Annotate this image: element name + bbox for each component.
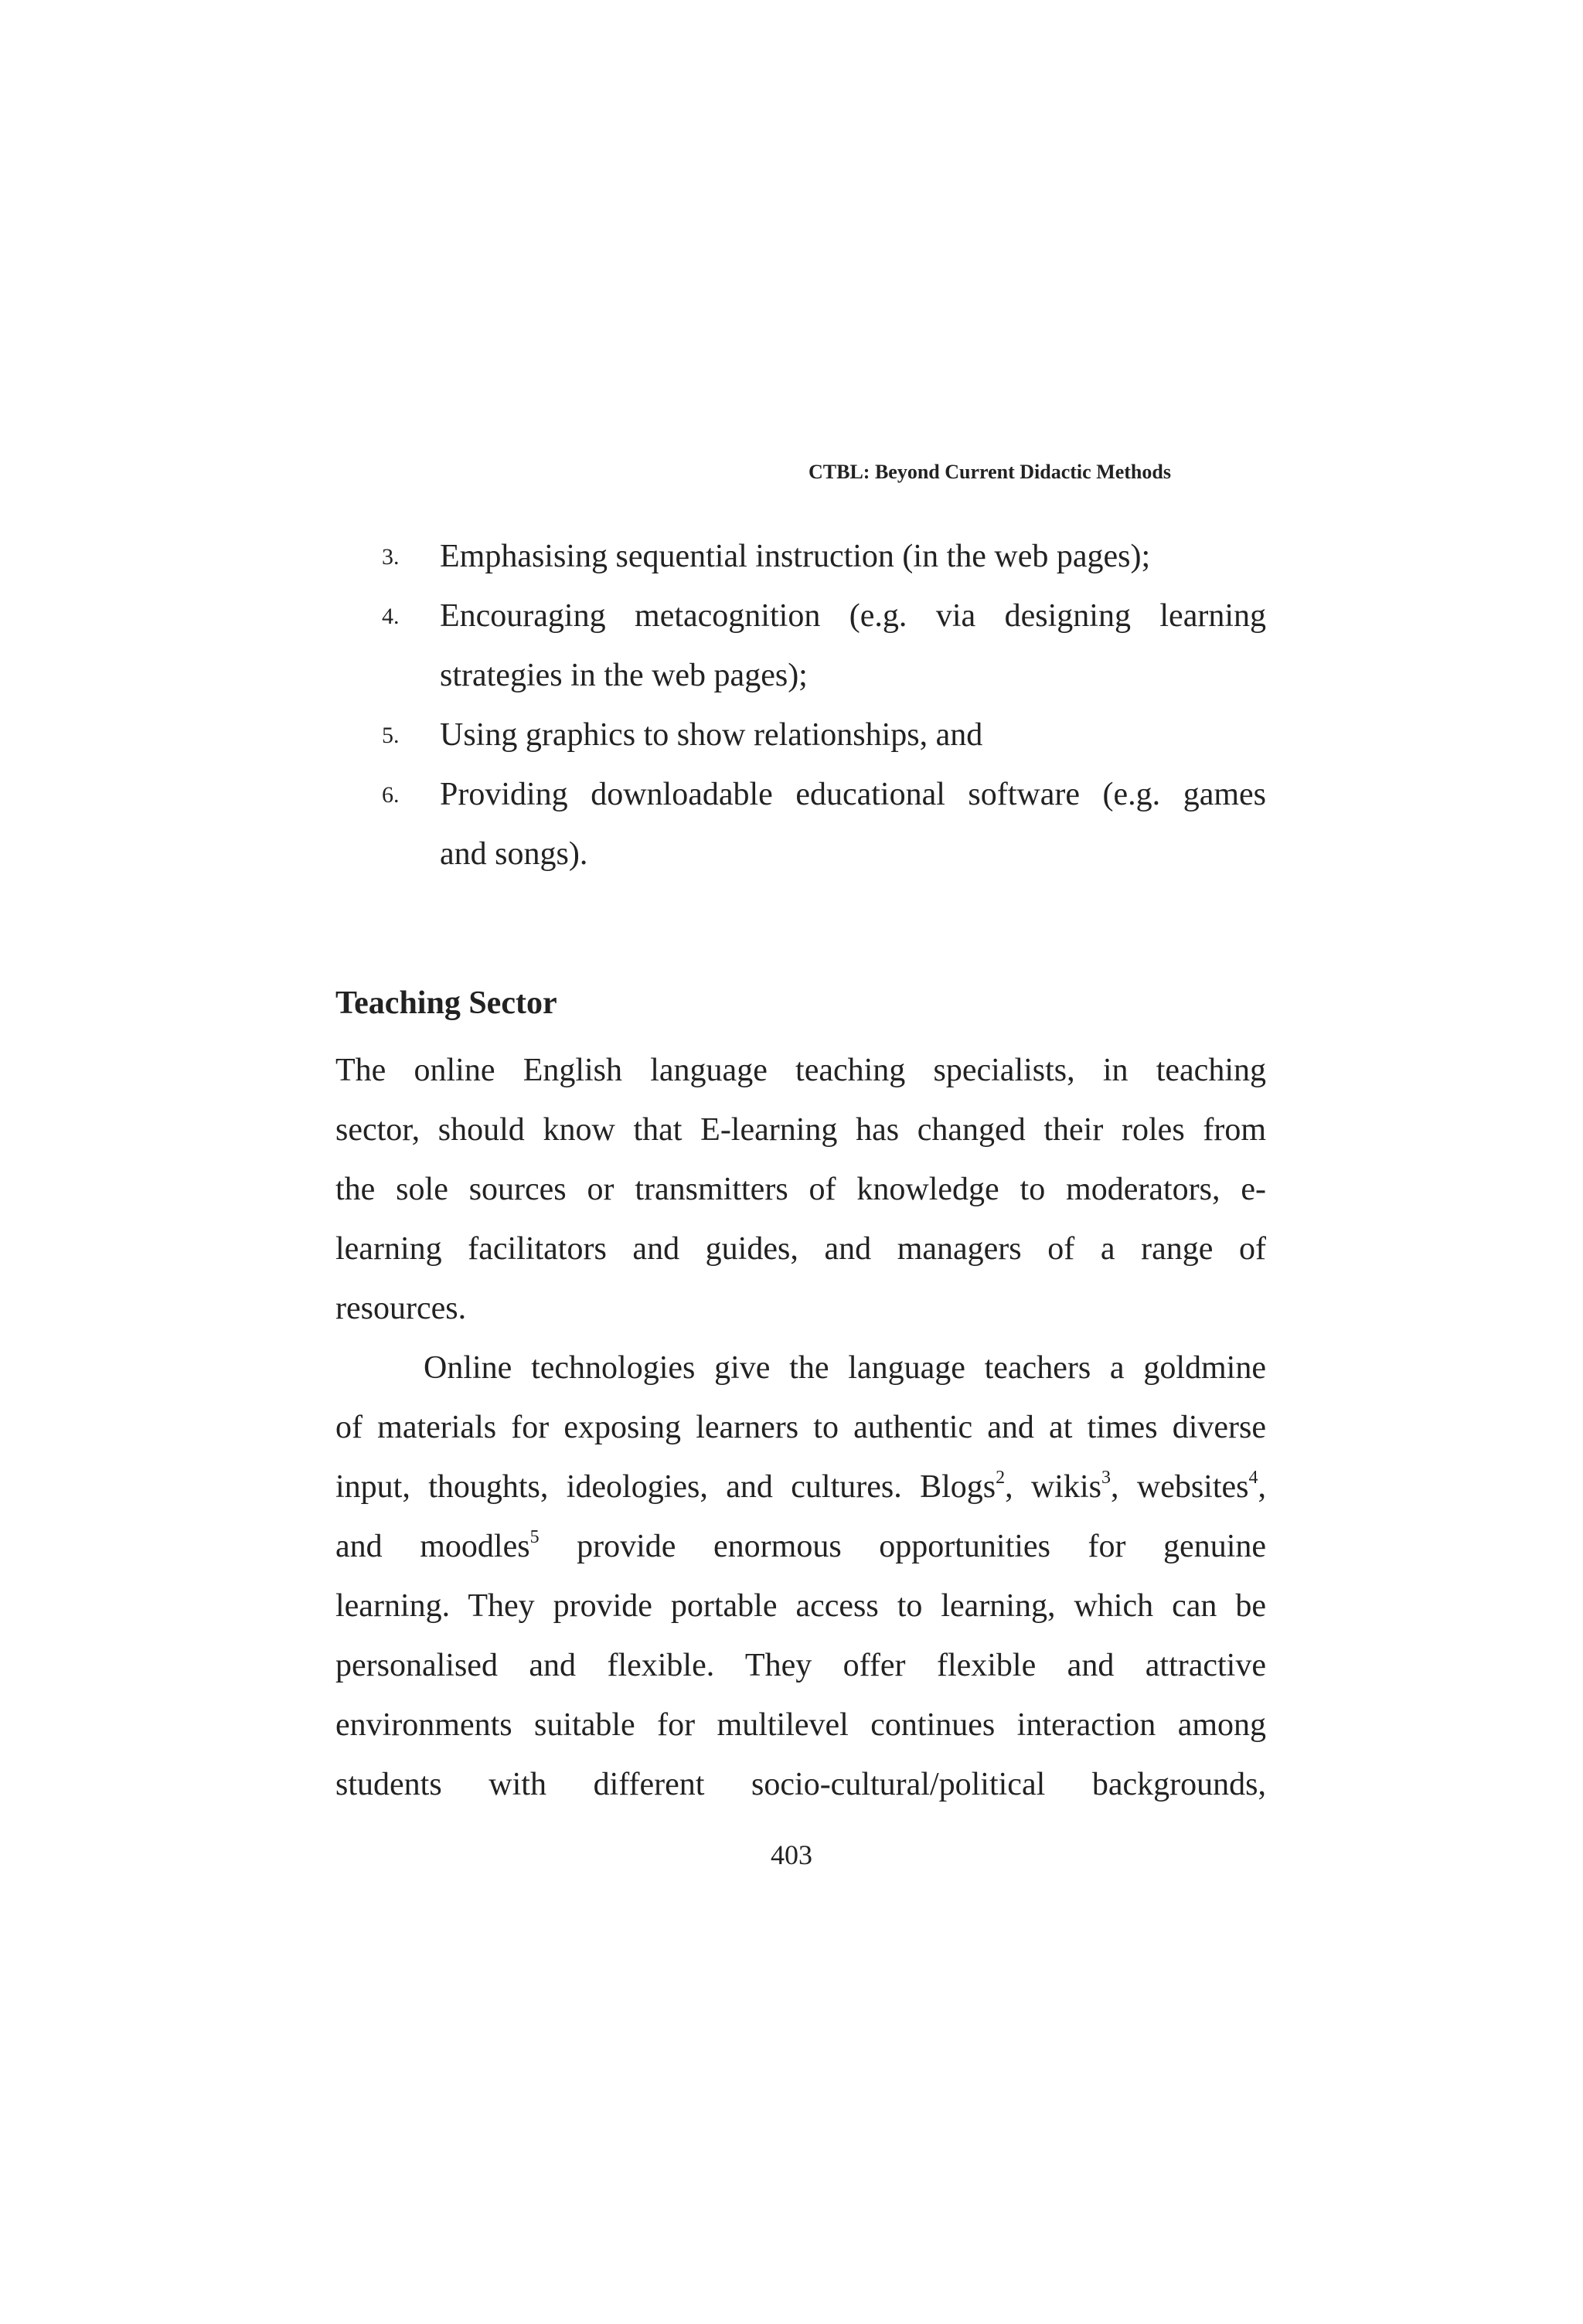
- paragraph: [335, 1339, 1266, 1815]
- list-item: [335, 765, 1266, 884]
- list-item-line: Encouraging metacognition (e.g. via designing learning: [440, 598, 1266, 634]
- text-run: provide enormous opportunities for genuine: [539, 1529, 1267, 1564]
- paragraph-line: learning. They provide portable access to learning, which can be: [335, 1588, 1266, 1624]
- list-item-line: Providing downloadable educational software (e.g. games: [440, 777, 1266, 812]
- paragraph-line: the sole sources or transmitters of knowledge to moderators, e-: [335, 1172, 1266, 1207]
- list-item-line: and songs).: [440, 836, 588, 872]
- list-item-text: [440, 765, 1266, 884]
- paragraph-line: personalised and flexible. They offer flexible and attractive: [335, 1648, 1266, 1683]
- list-item: [335, 706, 1266, 765]
- text-run: and moodles: [335, 1529, 530, 1564]
- paragraph-line: Online technologies give the language teachers a goldmine: [424, 1350, 1266, 1386]
- list-item-text: [440, 706, 1266, 765]
- text-run: , wikis: [1005, 1469, 1101, 1505]
- list-number: 3.: [382, 544, 400, 570]
- text-run: ,: [1258, 1469, 1267, 1505]
- list-item: [335, 587, 1266, 706]
- text-run: , websites: [1111, 1469, 1249, 1505]
- paragraph-line: learning facilitators and guides, and managers of a range of: [335, 1231, 1266, 1267]
- paragraph-line: resources.: [335, 1291, 467, 1326]
- list-item-text: [440, 587, 1266, 706]
- footnote-ref: 5: [529, 1527, 540, 1547]
- list-item-line: Emphasising sequential instruction (in the web pages);: [440, 539, 1151, 574]
- list-number: 5.: [382, 723, 400, 748]
- footnote-ref: 2: [996, 1468, 1006, 1488]
- section-heading: Teaching Sector: [335, 985, 557, 1021]
- list-item: [335, 527, 1266, 587]
- list-number: 4.: [382, 604, 400, 629]
- paragraph-line: of materials for exposing learners to authentic and at times diverse: [335, 1410, 1266, 1445]
- page-number: 403: [771, 1839, 812, 1870]
- paragraph-line: students with different socio-cultural/political backgrounds,: [335, 1767, 1266, 1802]
- running-header: CTBL: Beyond Current Didactic Methods: [809, 461, 1171, 483]
- footnote-ref: 3: [1101, 1468, 1111, 1488]
- paragraph-line: environments suitable for multilevel continues interaction among: [335, 1707, 1266, 1743]
- text-run: input, thoughts, ideologies, and cultures. Blogs: [335, 1469, 996, 1505]
- list-item-text: [440, 527, 1266, 587]
- list-item-line: Using graphics to show relationships, and: [440, 717, 983, 753]
- list-number: 6.: [382, 782, 400, 808]
- footnote-ref: 4: [1248, 1468, 1258, 1488]
- paragraph: [335, 1041, 1266, 1339]
- paragraph-line: [335, 1517, 1266, 1577]
- paragraph-line: sector, should know that E-learning has changed their roles from: [335, 1112, 1266, 1148]
- list-item-line: strategies in the web pages);: [440, 658, 808, 693]
- paragraph-line: [335, 1458, 1266, 1517]
- paragraph-line: The online English language teaching specialists, in teaching: [335, 1053, 1266, 1088]
